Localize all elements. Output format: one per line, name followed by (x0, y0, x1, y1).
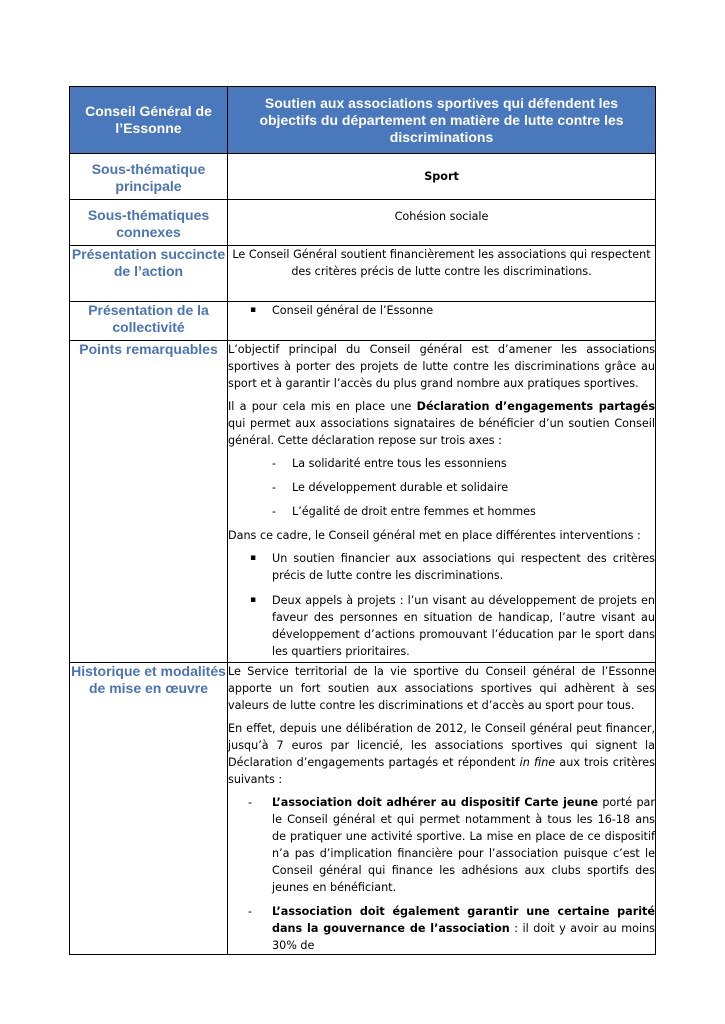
criterion-text: : il doit y avoir au moins 30% de (272, 922, 656, 952)
dash-marker: - (248, 796, 253, 809)
points-paragraph-3: Dans ce cadre, le Conseil général met en place différentes interventions : (228, 529, 641, 542)
historique-p2-start: En effet, depuis une délibération de 2012, le Conseil général peut financer, jusqu’à 7 euros par licencié, les associations sportives qui signent la Déclaration d’engagements partagés et répondent (228, 722, 655, 769)
label-points-remarquables: Points remarquables (70, 341, 228, 663)
value-sous-thematique-principale: Sport (228, 154, 656, 200)
list-item (228, 592, 655, 660)
value-presentation-collectivite (228, 302, 656, 341)
criterion-text: porté par le Conseil général et qui permet notamment à tous les 16-18 ans de pratiquer une activité sportive. La mise en place de ce dispositif n’a pas d’implication financière pour l’association puisque c’est le Conseil général qui finance les adhésions aux clubs sportifs des jeunes en bénéficiant. (272, 796, 655, 894)
list-item (228, 503, 655, 520)
bullet-marker: ▪ (250, 595, 257, 605)
row-sous-thematique-principale (70, 154, 656, 200)
value-sous-thematiques-connexes: Cohésion sociale (228, 200, 656, 246)
bullet-marker: ▪ (250, 305, 257, 315)
row-presentation-action (70, 246, 656, 302)
label-presentation-collectivite: Présentation de la collectivité (70, 302, 228, 341)
label-sous-thematique-principale: Sous-thématique principale (70, 154, 228, 200)
points-p2-end: qui permet aux associations signataires de bénéficier d’un soutien Conseil général. Cette déclaration repose sur trois axes : (228, 417, 655, 447)
dash-marker: - (272, 481, 277, 494)
collectivite-item-text: Conseil général de l’Essonne (272, 304, 434, 317)
org-header-cell: Conseil Général de l’Essonne (70, 87, 228, 154)
header-row (70, 87, 656, 154)
historique-paragraph-2 (228, 720, 655, 788)
axis-text: Le développement durable et solidaire (292, 481, 509, 494)
title-header-cell: Soutien aux associations sportives qui défendent les objectifs du département en matière de lutte contre les discriminations (228, 87, 656, 154)
intervention-text: Un soutien financier aux associations qui respectent des critères précis de lutte contre les discriminations. (272, 552, 655, 582)
historique-p2-italic: in fine (519, 756, 556, 769)
action-sheet-table (69, 86, 656, 955)
interventions-list (228, 550, 655, 660)
dash-marker: - (272, 505, 277, 518)
label-historique: Historique et modalités de mise en œuvre (70, 663, 228, 955)
value-presentation-action: Le Conseil Général soutient financièrement les associations qui respectent des critères précis de lutte contre les discriminations. (228, 246, 656, 302)
row-sous-thematiques-connexes (70, 200, 656, 246)
historique-paragraph-1: Le Service territorial de la vie sportive du Conseil général de l’Essonne apporte un fort soutien aux associations sportives qui adhèrent à ses valeurs de lutte contre les discriminations et d’accès au sport pour tous. (228, 665, 655, 712)
list-item (228, 794, 655, 896)
value-historique (228, 663, 656, 955)
list-item (228, 302, 655, 319)
label-sous-thematiques-connexes: Sous-thématiques connexes (70, 200, 228, 246)
axis-text: La solidarité entre tous les essonniens (292, 457, 507, 470)
criterion-bold: L’association doit également garantir une certaine parité dans la gouvernance de l’association (272, 905, 655, 935)
criteria-list (228, 794, 655, 954)
value-points-remarquables (228, 341, 656, 663)
dash-marker: - (248, 905, 253, 918)
row-historique (70, 663, 656, 955)
row-presentation-collectivite (70, 302, 656, 341)
dash-marker: - (272, 457, 277, 470)
row-points-remarquables (70, 341, 656, 663)
collectivite-list (228, 302, 655, 319)
intervention-text: Deux appels à projets : l’un visant au développement de projets en faveur des personnes en situation de handicap, l’autre visant au développement d’actions promouvant l’éducation par le sport dans les quartiers prioritaires. (272, 594, 655, 658)
points-paragraph-1: L’objectif principal du Conseil général est d’amener les associations sportives à porter des projets de lutte contre les discriminations grâce au sport et à garantir l’accès du plus grand nombre aux pratiques sportives. (228, 343, 655, 390)
historique-p2-end: aux trois critères suivants : (228, 756, 655, 786)
points-p2-bold: Déclaration d’engagements partagés (416, 400, 655, 413)
list-item (228, 455, 655, 472)
list-item (228, 550, 655, 584)
axis-text: L’égalité de droit entre femmes et hommes (292, 505, 536, 518)
points-paragraph-2 (228, 398, 655, 449)
label-presentation-action: Présentation succincte de l’action (70, 246, 228, 302)
criterion-bold: L’association doit adhérer au dispositif Carte jeune (272, 796, 599, 809)
bullet-marker: ▪ (250, 553, 257, 563)
list-item (228, 479, 655, 496)
axes-list (228, 455, 655, 520)
list-item (228, 903, 655, 954)
points-p2-start: Il a pour cela mis en place une (228, 400, 417, 413)
